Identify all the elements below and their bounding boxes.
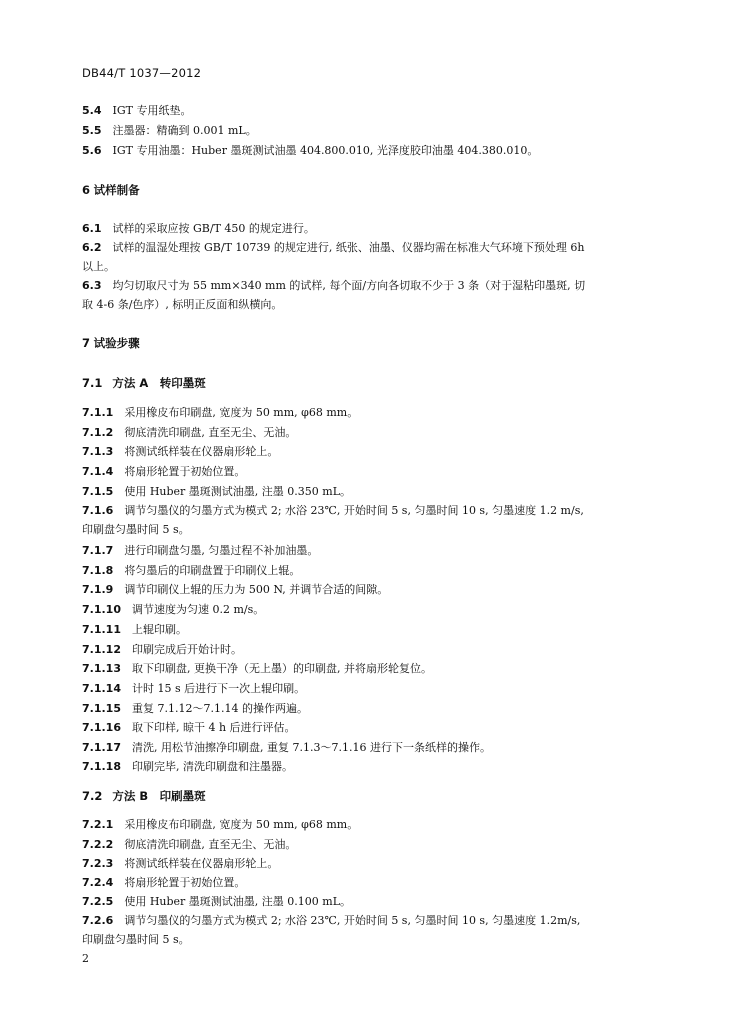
clause-text: IGT 专用油墨：Huber 墨斑测试油墨 404.800.010, 光泽度胶印油墨 404.380.010。 [112, 144, 539, 157]
clause-number: 5.4 [82, 104, 102, 117]
clause-7-2-4: 7.2.4 将扇形轮置于初始位置。 [82, 876, 246, 889]
clause-number: 5.5 [82, 124, 102, 137]
clause-text: 均匀切取尺寸为 55 mm×340 mm 的试样, 每个面/方向各切取不少于 3 条（对于湿粘印墨斑, 切 [112, 279, 586, 292]
clause-7-1-18: 7.1.18 印刷完毕, 清洗印刷盘和注墨器。 [82, 760, 293, 773]
clause-number: 5.6 [82, 144, 102, 157]
clause-7-1-7: 7.1.7 进行印刷盘匀墨, 匀墨过程不补加油墨。 [82, 544, 319, 557]
clause-number: 6.2 [82, 241, 102, 254]
clause-7-1-2: 7.1.2 彻底清洗印刷盘, 直至无尘、无油。 [82, 426, 297, 439]
document-header: DB44/T 1037—2012 [82, 66, 202, 80]
clause-7-1-9: 7.1.9 调节印刷仪上辊的压力为 500 N, 并调节合适的间隙。 [82, 583, 389, 596]
clause-7-2-3: 7.2.3 将测试纸样装在仪器扇形轮上。 [82, 857, 279, 870]
clause-7-1-12: 7.1.12 印刷完成后开始计时。 [82, 643, 242, 656]
clause-7-2-5: 7.2.5 使用 Huber 墨斑测试油墨, 注墨 0.100 mL。 [82, 895, 352, 908]
clause-7-2-2: 7.2.2 彻底清洗印刷盘, 直至无尘、无油。 [82, 838, 297, 851]
clause-5-4 [82, 101, 662, 121]
subsection-heading-7-1: 7.1 方法 A 转印墨斑 [82, 376, 206, 390]
clause-6-3 [82, 276, 662, 296]
subsection-heading-7-2: 7.2 方法 B 印刷墨斑 [82, 789, 206, 803]
clause-7-1-15: 7.1.15 重复 7.1.12～7.1.14 的操作两遍。 [82, 702, 308, 715]
clause-7-1-14: 7.1.14 计时 15 s 后进行下一次上辊印刷。 [82, 682, 306, 695]
clause-7-1-10: 7.1.10 调节速度为匀速 0.2 m/s。 [82, 603, 265, 616]
clause-7-2-6-continued: 印刷盘匀墨时间 5 s。 [82, 933, 190, 946]
clause-6-2-continued: 以上。 [82, 260, 115, 273]
clause-5-6 [82, 141, 662, 161]
clause-7-1-3: 7.1.3 将测试纸样装在仪器扇形轮上。 [82, 445, 279, 458]
clause-7-1-1: 7.1.1 采用橡皮布印刷盘, 宽度为 50 mm, φ68 mm。 [82, 406, 359, 419]
clause-7-1-8: 7.1.8 将匀墨后的印刷盘置于印刷仪上辊。 [82, 564, 301, 577]
clause-5-5 [82, 121, 662, 141]
section-heading-7: 7 试验步骤 [82, 336, 140, 350]
clause-6-3-continued: 取 4-6 条/色序）, 标明正反面和纵横向。 [82, 298, 283, 311]
clause-text: IGT 专用纸垫。 [112, 104, 192, 117]
clause-7-1-11: 7.1.11 上辊印刷。 [82, 623, 187, 636]
clause-7-1-5: 7.1.5 使用 Huber 墨斑测试油墨, 注墨 0.350 mL。 [82, 485, 352, 498]
clause-text: 试样的采取应按 GB/T 450 的规定进行。 [112, 222, 315, 235]
clause-7-1-16: 7.1.16 取下印样, 晾干 4 h 后进行评估。 [82, 721, 296, 734]
clause-7-2-1: 7.2.1 采用橡皮布印刷盘, 宽度为 50 mm, φ68 mm。 [82, 818, 359, 831]
clause-6-1 [82, 219, 662, 239]
clause-7-1-13: 7.1.13 取下印刷盘, 更换干净（无上墨）的印刷盘, 并将扇形轮复位。 [82, 662, 432, 675]
section-heading-6: 6 试样制备 [82, 183, 140, 197]
clause-7-1-6-continued: 印刷盘匀墨时间 5 s。 [82, 523, 190, 536]
clause-7-1-4: 7.1.4 将扇形轮置于初始位置。 [82, 465, 246, 478]
clause-number: 6.3 [82, 279, 102, 292]
clause-text: 试样的温湿处理按 GB/T 10739 的规定进行, 纸张、油墨、仪器均需在标准大气环境下预处理 6h [112, 241, 585, 254]
clause-6-2 [82, 238, 662, 258]
clause-7-1-17: 7.1.17 清洗, 用松节油擦净印刷盘, 重复 7.1.3～7.1.16 进行下一条纸样的操作。 [82, 741, 491, 754]
clause-7-1-6: 7.1.6 调节匀墨仪的匀墨方式为模式 2; 水浴 23℃, 开始时间 5 s, 匀墨时间 10 s, 匀墨速度 1.2 m/s, [82, 504, 584, 517]
clause-7-2-6: 7.2.6 调节匀墨仪的匀墨方式为模式 2; 水浴 23℃, 开始时间 5 s, 匀墨时间 10 s, 匀墨速度 1.2m/s, [82, 914, 581, 927]
clause-text: 注墨器：精确到 0.001 mL。 [112, 124, 257, 137]
page-number: 2 [82, 952, 89, 965]
clause-number: 6.1 [82, 222, 102, 235]
